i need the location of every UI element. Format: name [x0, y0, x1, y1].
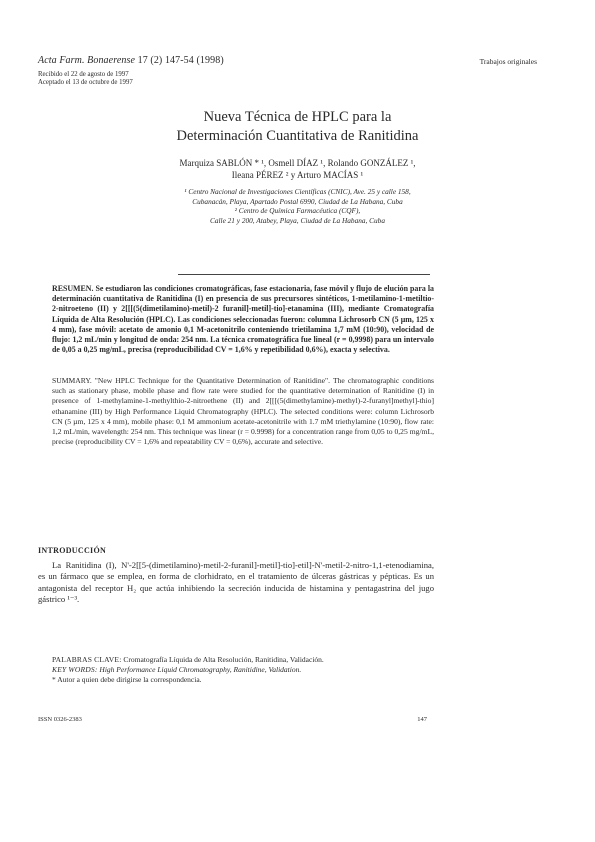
affiliation-line-4: Calle 21 y 200, Atabey, Playa, Ciudad de La Habana, Cuba [210, 215, 385, 225]
affiliation-line-1: ¹ Centro Nacional de Investigaciones Científicas (CNIC), Ave. 25 y calle 158, [184, 187, 411, 196]
keywords-es [52, 655, 442, 665]
keywords-en-label: KEY WORDS: [52, 665, 98, 674]
keywords-en-text: High Performance Liquid Chromatography, Ranitidine, Validation. [99, 665, 302, 674]
authors-line-2: Ileana PÉREZ ² y Arturo MACÍAS ¹ [231, 170, 364, 180]
affiliation-line-3: ² Centro de Química Farmacéutica (CQF), [234, 206, 361, 216]
intro-paragraph: La Ranitidina (I), N'-2[[5-(dimetilamino)-metil-2-furanil]-metil]-tio]-etil]-N'-metil-2-nitro-1,1-etenodiamina, es un fármaco que se emplea, en forma de clorhidrato, en el tratamiento de úlceras gástricas y pépticas. Es un antagonista del receptor H₂ que actúa inhibiendo la secreción inducida de histamina y pentagastrina del jugo gástrico ¹⁻³. [38, 560, 434, 605]
resumen-paragraph: RESUMEN. Se estudiaron las condiciones cromatográficas, fase estacionaria, fase móvil y flujo de elución para la determinación cuantitativa de Ranitidina (I) en presencia de sus precursores sintéticos, 1-metilamino-1-metiltio-2-nitroeteno (II) y 2[[[(5(dimetilamino)-metil)-2 furanil]-metil]-tio]-etanamina (III), mediante Cromatografía Líquida de Alta Resolución (HPLC). Las condiciones seleccionadas fueron: columna Lichrosorb CN (5 µm, 125 x 4 mm), fase móvil: acetato de amonio 0,1 M-acetonitrilo conteniendo trietilamina 1,7 mM (10:90), velocidad de flujo: 1,2 mL/min y longitud de onda: 254 nm. La técnica cromatográfica fue lineal (r = 0,9998) para un intervalo de 0,05 a 0,25 mg/mL, precisa (reproducibilidad CV = 1,6% y repetibilidad 0,6%), exacta y selectiva. [52, 284, 434, 355]
correspondence-footnote: * Autor a quien debe dirigirse la correspondencia. [52, 675, 202, 684]
journal-volume: 17 (2) 147-54 (1998) [137, 55, 224, 66]
author-list [0, 157, 595, 181]
affiliations [0, 187, 595, 225]
intro-heading: INTRODUCCIÓN [38, 546, 107, 555]
article-title [0, 108, 595, 146]
received-date: Recibido el 22 de agosto de 1997 [38, 71, 129, 78]
keywords-en [52, 665, 442, 675]
title-line-2: Determinación Cuantitativa de Ranitidina [176, 128, 419, 144]
journal-name: Acta Farm. Bonaerense [38, 55, 135, 66]
section-label: Trabajos originales [479, 57, 537, 66]
issn-number: ISSN 0326-2383 [38, 716, 82, 723]
accepted-date: Aceptado el 13 de octubre de 1997 [38, 79, 133, 87]
authors-line-1: Marquiza SABLÓN * ¹, Osmell DÍAZ ¹, Rolando GONZÁLEZ ¹, [179, 158, 416, 168]
title-line-1: Nueva Técnica de HPLC para la [203, 109, 392, 125]
abstract-divider [178, 274, 430, 275]
page-number: 147 [417, 716, 427, 723]
summary-paragraph: SUMMARY. "New HPLC Technique for the Quantitative Determination of Ranitidine". The chromatographic conditions such as stationary phase, mobile phase and flow rate were studied for the quantitative determination of Ranitidine (I) in presence of 1-methylamine-1-methylthio-2-nitroethene (II) and 2[[[(5(dimethylamine)-methyl)-2-furanyl]methyl]-thio] ethanamine (III) by High Performance Liquid Chromatography (HPLC). The selected conditions were: column Lichrosorb CN (5 µm, 125 x 4 mm), mobile phase: 0,1 M ammonium acetate-acetonitrile with 1.7 mM triethylamine (10:90), flow rate: 1,2 mL/min, wavelength: 254 nm. This technique was linear (r = 0.9998) for a concentration range from 0,05 to 0,25 mg/mL, precise (reproducibility CV = 1,6% and repeatability CV = 0,6%), accurate and selective. [52, 376, 434, 447]
keywords-es-text: Cromatografía Líquida de Alta Resolución, Ranitidina, Validación. [123, 655, 324, 664]
submission-dates [38, 71, 133, 88]
keywords-block [52, 655, 442, 685]
journal-citation [38, 55, 224, 66]
keywords-es-label: PALABRAS CLAVE: [52, 655, 122, 664]
affiliation-line-2: Cubanacán, Playa, Apartado Postal 6990, Ciudad de La Habana, Cuba [192, 196, 403, 206]
